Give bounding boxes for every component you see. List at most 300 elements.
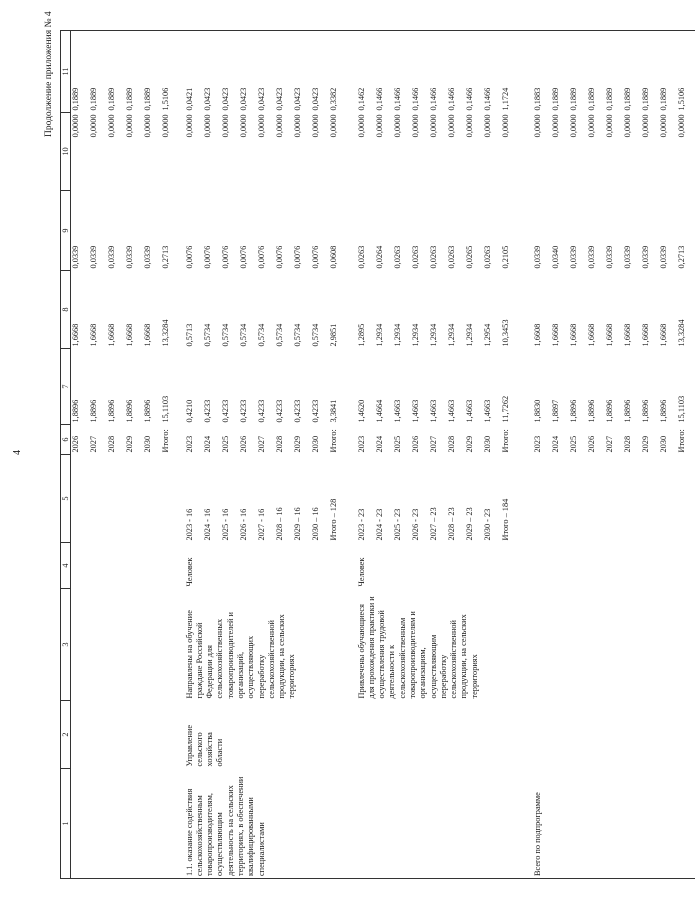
empty-cell [71, 543, 89, 589]
empty-cell [71, 701, 89, 769]
value-regional: 0,0339 [604, 245, 614, 269]
value-total: 0,4233 [238, 399, 248, 423]
value-regional: 0,0265 [464, 245, 474, 269]
value-total: 1,4663 [410, 399, 420, 423]
value-federal: 0,5734 [202, 323, 212, 347]
value-local: 0,0000 [622, 114, 632, 138]
value-federal: 1,2954 [482, 323, 492, 347]
empty-cell [569, 455, 587, 543]
value-federal: 0,5734 [256, 323, 266, 347]
value-regional: 0,0339 [142, 245, 152, 269]
indicator-name: Направлены на обучение граждане Российской Федерации для сельскохозяйственных товаропроизводителей и организаций, осуществляющих переработку сельскохозяйственной продукции, на сельских территориях [184, 610, 297, 699]
empty-cell [519, 31, 533, 113]
value-total: 0,4233 [274, 399, 284, 423]
empty-cell [533, 543, 695, 589]
empty-cell [161, 769, 179, 879]
value-extrabudget: 0,1889 [587, 31, 605, 113]
value-federal: 1,6668 [622, 323, 632, 347]
table-row [185, 31, 203, 879]
value-regional: 0,0339 [88, 245, 98, 269]
empty-cell [347, 769, 357, 879]
value-local: 0,0000 [410, 114, 420, 138]
row-period-value: 2028 – 23 [446, 507, 456, 541]
empty-cell [143, 701, 161, 769]
value-extrabudget: 0,1889 [569, 31, 587, 113]
value-regional: 0,0263 [410, 245, 420, 269]
value-total: 1,8896 [106, 399, 116, 423]
row-period-value: 2025 - 23 [392, 508, 402, 541]
column-header: 7 [61, 349, 71, 425]
spacer-row [347, 31, 357, 879]
value-local: 0,0000 [428, 114, 438, 138]
value-federal: 1,2934 [410, 323, 420, 347]
value-federal: 1,2934 [428, 323, 438, 347]
empty-cell [161, 455, 179, 543]
column-header: 11 [61, 31, 71, 113]
row-year: Итого: [676, 429, 686, 453]
row-year: 2026 [410, 435, 420, 453]
empty-cell [89, 455, 107, 543]
value-total: 0,4233 [220, 399, 230, 423]
value-local: 0,0000 [71, 114, 80, 138]
column-header: 5 [61, 455, 71, 543]
value-total: 15,1103 [676, 395, 686, 423]
row-period-value: 2023 - 16 [184, 508, 194, 541]
value-federal: 1,6668 [604, 323, 614, 347]
value-total: 1,8896 [124, 399, 134, 423]
value-total: 1,8896 [568, 399, 578, 423]
spacer-row [519, 31, 533, 879]
value-local: 0,0000 [106, 114, 116, 138]
empty-cell [623, 455, 641, 543]
value-regional: 0,0608 [328, 245, 338, 269]
value-federal: 1,6668 [640, 323, 650, 347]
page-number: 4 [12, 450, 23, 455]
empty-cell [143, 769, 161, 879]
column-number-row [61, 31, 71, 879]
row-year: 2027 [604, 435, 614, 453]
value-extrabudget: 0,1889 [641, 31, 659, 113]
value-local: 0,0000 [374, 114, 384, 138]
empty-cell [533, 589, 695, 701]
value-total: 1,8896 [640, 399, 650, 423]
row-period-value: 2028 – 16 [274, 507, 284, 541]
value-extrabudget: 0,1889 [605, 31, 623, 113]
table-row [125, 31, 143, 879]
empty-cell [107, 701, 125, 769]
table-row [161, 31, 179, 879]
row-year: 2027 [256, 435, 266, 453]
column-header: 6 [61, 425, 71, 455]
empty-cell [161, 701, 179, 769]
row-year: 2030 [658, 435, 668, 453]
value-total: 1,8896 [71, 399, 80, 423]
empty-cell [533, 701, 695, 769]
empty-cell [347, 543, 357, 589]
empty-cell [519, 455, 533, 543]
row-year: 2030 [310, 435, 320, 453]
value-regional: 0,0339 [124, 245, 134, 269]
value-total: 0,4233 [292, 399, 302, 423]
value-extrabudget: 0,1466 [429, 31, 447, 113]
table-row [107, 31, 125, 879]
value-regional: 0,2713 [676, 245, 686, 269]
empty-cell [347, 271, 357, 349]
value-federal: 0,5734 [292, 323, 302, 347]
value-federal: 1,6668 [586, 323, 596, 347]
empty-cell [89, 543, 107, 589]
row-year: 2030 [482, 435, 492, 453]
row-year: 2027 [88, 435, 98, 453]
row-period-value: 2026 - 16 [238, 508, 248, 541]
column-header: 8 [61, 271, 71, 349]
value-local: 0,0000 [550, 114, 560, 138]
value-local: 0,0000 [220, 114, 230, 138]
column-header: 10 [61, 113, 71, 191]
value-extrabudget: 0,1889 [89, 31, 107, 113]
value-regional: 0,0340 [550, 245, 560, 269]
value-regional: 0,0076 [220, 245, 230, 269]
empty-cell [107, 589, 125, 701]
empty-cell [107, 543, 125, 589]
row-year: 2026 [238, 435, 248, 453]
value-federal: 0,5734 [238, 323, 248, 347]
value-regional: 0,0264 [374, 245, 384, 269]
value-total: 11,7262 [500, 395, 510, 423]
empty-cell [125, 455, 143, 543]
value-extrabudget: 0,1889 [551, 31, 569, 113]
value-federal: 13,3284 [676, 319, 686, 347]
row-period-value: 2029 – 16 [292, 507, 302, 541]
value-local: 0,0000 [142, 114, 152, 138]
row-year: 2028 [106, 435, 116, 453]
row-year: 2029 [292, 435, 302, 453]
value-extrabudget: 0,1889 [623, 31, 641, 113]
value-local: 0,0000 [292, 114, 302, 138]
value-total: 3,3841 [328, 399, 338, 423]
row-year: 2030 [142, 435, 152, 453]
empty-cell [519, 701, 533, 769]
subprogram-total-label: Всего по подпрограмме [533, 769, 695, 879]
value-regional: 0,0339 [71, 245, 80, 269]
value-regional: 0,0076 [292, 245, 302, 269]
value-total: 1,8897 [550, 399, 560, 423]
value-extrabudget: 0,1883 [533, 31, 551, 113]
empty-cell [347, 425, 357, 455]
program-funding-table [60, 30, 695, 879]
row-year: 2029 [124, 435, 134, 453]
empty-cell [347, 455, 357, 543]
value-regional: 0,0263 [482, 245, 492, 269]
value-total: 1,8896 [604, 399, 614, 423]
row-period-value: 2029 – 23 [464, 507, 474, 541]
value-total: 1,8896 [142, 399, 152, 423]
value-extrabudget: 0,1466 [411, 31, 429, 113]
table-row [357, 31, 375, 879]
value-federal: 1,6608 [532, 323, 542, 347]
value-federal: 1,2934 [464, 323, 474, 347]
table-row [143, 31, 161, 879]
empty-cell [347, 191, 357, 271]
column-header: 9 [61, 191, 71, 271]
value-federal: 0,5713 [184, 323, 194, 347]
value-total: 1,4663 [464, 399, 474, 423]
value-extrabudget: 1,5106 [677, 31, 695, 113]
row-year: 2023 [532, 435, 542, 453]
column-header: 2 [61, 701, 71, 769]
value-regional: 0,0339 [622, 245, 632, 269]
value-regional: 0,0076 [256, 245, 266, 269]
empty-cell [347, 701, 357, 769]
empty-cell [89, 769, 107, 879]
empty-cell [71, 455, 89, 543]
value-regional: 0,0339 [586, 245, 596, 269]
value-federal: 1,6668 [88, 323, 98, 347]
value-local: 0,0000 [160, 114, 170, 138]
value-extrabudget: 0,1466 [447, 31, 465, 113]
value-regional: 0,0339 [658, 245, 668, 269]
empty-cell [519, 589, 533, 701]
empty-cell [143, 455, 161, 543]
value-extrabudget: 0,0423 [275, 31, 293, 113]
empty-cell [161, 543, 179, 589]
executor-continued [357, 701, 519, 769]
value-total: 0,4233 [310, 399, 320, 423]
value-local: 0,0000 [604, 114, 614, 138]
row-period-value: 2027 - 16 [256, 508, 266, 541]
empty-cell [587, 455, 605, 543]
row-period-value: 2024 - 23 [374, 508, 384, 541]
value-federal: 1,6668 [142, 323, 152, 347]
row-year: 2026 [586, 435, 596, 453]
value-local: 0,0000 [446, 114, 456, 138]
value-regional: 0,0263 [428, 245, 438, 269]
value-local: 0,0000 [184, 114, 194, 138]
value-federal: 1,2895 [356, 323, 366, 347]
value-local: 0,0000 [482, 114, 492, 138]
value-extrabudget: 0,0423 [221, 31, 239, 113]
value-extrabudget: 0,0423 [311, 31, 329, 113]
value-regional: 0,0339 [568, 245, 578, 269]
row-period-value: Итого – 128 [328, 498, 338, 541]
value-extrabudget: 0,1889 [107, 31, 125, 113]
empty-cell [89, 701, 107, 769]
empty-cell [677, 455, 695, 543]
value-total: 1,8896 [622, 399, 632, 423]
table-body [71, 31, 695, 879]
continuation-caption: Продолжение приложения № 4 [44, 11, 54, 137]
row-period-value: Итого – 184 [500, 498, 510, 541]
indicator-name: Привлечены обучающиеся для прохождения практики и осуществления трудовой деятельности к сельскохозяйственным товаропроизводителям и организациям, осуществляющим переработку сельскохозяйственной продукции, на сельских территориях [356, 596, 479, 699]
value-federal: 1,2934 [446, 323, 456, 347]
row-period-value: 2025 - 16 [220, 508, 230, 541]
value-extrabudget: 0,1466 [465, 31, 483, 113]
row-year: 2025 [392, 435, 402, 453]
row-year: 2028 [274, 435, 284, 453]
value-total: 0,4233 [256, 399, 266, 423]
empty-cell [107, 769, 125, 879]
value-federal: 1,6668 [550, 323, 560, 347]
row-year: 2025 [220, 435, 230, 453]
value-total: 1,4663 [392, 399, 402, 423]
row-year: Итого: [160, 429, 170, 453]
value-federal: 1,6668 [124, 323, 134, 347]
row-year: Итого: [328, 429, 338, 453]
value-regional: 0,0076 [310, 245, 320, 269]
row-year: 2023 [184, 435, 194, 453]
value-local: 0,0000 [124, 114, 134, 138]
value-federal: 0,5734 [220, 323, 230, 347]
row-period-value: 2023 - 23 [356, 508, 366, 541]
empty-cell [89, 589, 107, 701]
unit-of-measure: Человек [184, 557, 194, 587]
value-extrabudget: 1,1724 [501, 31, 519, 113]
value-local: 0,0000 [568, 114, 578, 138]
value-regional: 0,0076 [274, 245, 284, 269]
value-total: 1,4663 [482, 399, 492, 423]
empty-cell [125, 701, 143, 769]
empty-cell [519, 769, 533, 879]
row-year: 2024 [374, 435, 384, 453]
value-regional: 0,0339 [106, 245, 116, 269]
value-local: 0,0000 [238, 114, 248, 138]
row-period-value: 2030 – 16 [310, 507, 320, 541]
row-year: 2027 [428, 435, 438, 453]
empty-cell [125, 543, 143, 589]
table-row [533, 31, 551, 879]
row-period-value: 2024 - 16 [202, 508, 212, 541]
value-extrabudget: 0,1466 [483, 31, 501, 113]
value-local: 0,0000 [256, 114, 266, 138]
value-total: 1,8896 [88, 399, 98, 423]
value-regional: 0,0263 [446, 245, 456, 269]
value-extrabudget: 0,1462 [357, 31, 375, 113]
row-year: Итого: [500, 429, 510, 453]
value-extrabudget: 0,1889 [125, 31, 143, 113]
row-year: 2025 [568, 435, 578, 453]
value-total: 1,8896 [586, 399, 596, 423]
value-federal: 1,6668 [71, 323, 80, 347]
value-extrabudget: 0,0423 [257, 31, 275, 113]
row-period-value: 2027 – 23 [428, 507, 438, 541]
empty-cell [347, 113, 357, 191]
row-period-value: 2026 - 23 [410, 508, 420, 541]
row-year: 2029 [640, 435, 650, 453]
empty-cell [107, 455, 125, 543]
value-federal: 2,9851 [328, 323, 338, 347]
activity-name: 1.1. оказание содействия сельскохозяйственным товаропроизводителям, осуществляющим деятельность на сельских территориях, в обеспечении квалифицированными специалистами [185, 769, 347, 879]
value-federal: 1,2934 [374, 323, 384, 347]
empty-cell [71, 589, 89, 701]
value-local: 0,0000 [464, 114, 474, 138]
value-extrabudget: 0,0423 [239, 31, 257, 113]
value-extrabudget: 0,1466 [393, 31, 411, 113]
table-row [71, 31, 89, 879]
value-total: 1,8830 [532, 399, 542, 423]
value-regional: 0,2713 [160, 245, 170, 269]
value-extrabudget: 1,5106 [161, 31, 179, 113]
empty-cell [519, 113, 533, 191]
value-total: 1,4664 [374, 399, 384, 423]
value-extrabudget: 0,0423 [293, 31, 311, 113]
empty-cell [125, 769, 143, 879]
value-federal: 1,6668 [568, 323, 578, 347]
value-regional: 0,0076 [184, 245, 194, 269]
empty-cell [143, 543, 161, 589]
value-extrabudget: 0,0421 [185, 31, 203, 113]
empty-cell [519, 349, 533, 425]
executor-name: Управление сельского хозяйства области [184, 724, 225, 767]
row-year: 2028 [446, 435, 456, 453]
value-regional: 0,0076 [238, 245, 248, 269]
empty-cell [347, 589, 357, 701]
value-federal: 1,2934 [392, 323, 402, 347]
empty-cell [519, 191, 533, 271]
value-total: 1,4663 [446, 399, 456, 423]
value-local: 0,0000 [586, 114, 596, 138]
value-extrabudget: 0,3382 [329, 31, 347, 113]
empty-cell [125, 589, 143, 701]
table-row [89, 31, 107, 879]
empty-cell [551, 455, 569, 543]
row-year: 2024 [202, 435, 212, 453]
unit-of-measure: Человек [356, 557, 366, 587]
value-local: 0,0000 [676, 114, 686, 138]
column-header: 3 [61, 589, 71, 701]
value-extrabudget: 0,1466 [375, 31, 393, 113]
value-extrabudget: 0,1889 [659, 31, 677, 113]
activity-continued [357, 769, 519, 879]
empty-cell [71, 769, 89, 879]
value-local: 0,0000 [500, 114, 510, 138]
value-local: 0,0000 [310, 114, 320, 138]
empty-cell [641, 455, 659, 543]
column-header: 1 [61, 769, 71, 879]
value-federal: 13,3284 [160, 319, 170, 347]
empty-cell [533, 455, 551, 543]
value-regional: 0,0263 [356, 245, 366, 269]
empty-cell [659, 455, 677, 543]
empty-cell [143, 589, 161, 701]
value-local: 0,0000 [88, 114, 98, 138]
value-local: 0,0000 [328, 114, 338, 138]
value-total: 0,4210 [184, 399, 194, 423]
empty-cell [161, 589, 179, 701]
column-header: 4 [61, 543, 71, 589]
value-federal: 1,6668 [658, 323, 668, 347]
value-local: 0,0000 [532, 114, 542, 138]
value-regional: 0,2105 [500, 245, 510, 269]
value-regional: 0,0076 [202, 245, 212, 269]
value-extrabudget: 0,0423 [203, 31, 221, 113]
value-local: 0,0000 [202, 114, 212, 138]
value-total: 15,1103 [160, 395, 170, 423]
empty-cell [519, 271, 533, 349]
value-extrabudget: 0,1889 [71, 31, 89, 113]
value-total: 1,4620 [356, 399, 366, 423]
row-year: 2024 [550, 435, 560, 453]
value-total: 1,4663 [428, 399, 438, 423]
empty-cell [519, 425, 533, 455]
value-federal: 0,5734 [310, 323, 320, 347]
empty-cell [605, 455, 623, 543]
empty-cell [347, 31, 357, 113]
value-local: 0,0000 [356, 114, 366, 138]
value-local: 0,0000 [658, 114, 668, 138]
value-local: 0,0000 [274, 114, 284, 138]
row-period-value: 2030 - 23 [482, 508, 492, 541]
value-federal: 0,5734 [274, 323, 284, 347]
